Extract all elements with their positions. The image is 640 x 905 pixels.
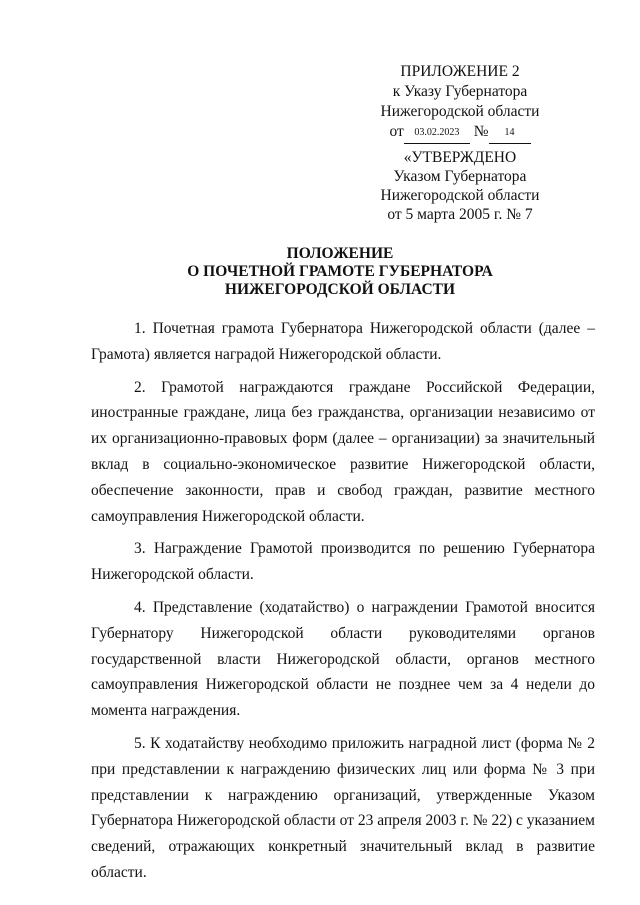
- appendix-decree-line: к Указу Губернатора: [392, 83, 528, 100]
- paragraph-1: 1. Почетная грамота Губернатора Нижегородской области (далее – Грамота) является наградой Нижегородской области.: [91, 320, 595, 363]
- title-line-1: ПОЛОЖЕНИЕ: [286, 245, 394, 262]
- appendix-region-line: Нижегородской области: [380, 103, 540, 120]
- approved-date-line: от 5 марта 2005 г. № 7: [387, 206, 533, 223]
- number-field: [489, 122, 531, 144]
- number-prefix: №: [473, 123, 489, 140]
- date-value: 03.02.2023: [414, 127, 460, 138]
- paragraph-3: 3. Награждение Грамотой производится по решению Губернатора Нижегородской области.: [91, 540, 595, 584]
- paragraph-5: 5. К ходатайству необходимо приложить наградной лист (форма № 2 при представлении к награждению физических лиц или форма № 3 при представлении к награждению организаций, утвержденные Указом Губернатора Нижегородской области от 23 апреля 2003 г. № 22) с указанием сведений, отражающих конкретный значительный вклад в развитие области.: [91, 734, 595, 881]
- date-field: [404, 122, 470, 144]
- document-title: [60, 245, 620, 299]
- appendix-header: [330, 62, 590, 144]
- number-value: 14: [504, 127, 515, 138]
- document-body: [91, 316, 595, 893]
- approved-region-line: Нижегородской области: [380, 187, 540, 204]
- approved-stamp: [330, 148, 590, 224]
- approved-decree-line: Указом Губернатора: [393, 168, 527, 185]
- paragraph-2: 2. Грамотой награждаются граждане Российской Федерации, иностранные граждане, лица без гражданства, организации независимо от их организационно-правовых форм (далее – организации) за значительный вклад в социально-экономическое развитие Нижегородской области, обеспечение законности, прав и свобод граждан, развитие местного самоуправления Нижегородской области.: [91, 378, 595, 525]
- paragraph-4: 4. Представление (ходатайство) о награждении Грамотой вносится Губернатору Нижегородской области руководителями органов государственной власти Нижегородской области, органов местного самоуправления Нижегородской области не позднее чем за 4 недели до момента награждения.: [91, 598, 595, 720]
- title-line-2: О ПОЧЕТНОЙ ГРАМОТЕ ГУБЕРНАТОРА: [187, 263, 493, 280]
- appendix-date-line: [330, 122, 590, 144]
- date-prefix: от: [389, 123, 404, 140]
- appendix-title: ПРИЛОЖЕНИЕ 2: [400, 63, 520, 80]
- approved-title: «УТВЕРЖДЕНО: [403, 149, 517, 166]
- title-line-3: НИЖЕГОРОДСКОЙ ОБЛАСТИ: [224, 281, 456, 298]
